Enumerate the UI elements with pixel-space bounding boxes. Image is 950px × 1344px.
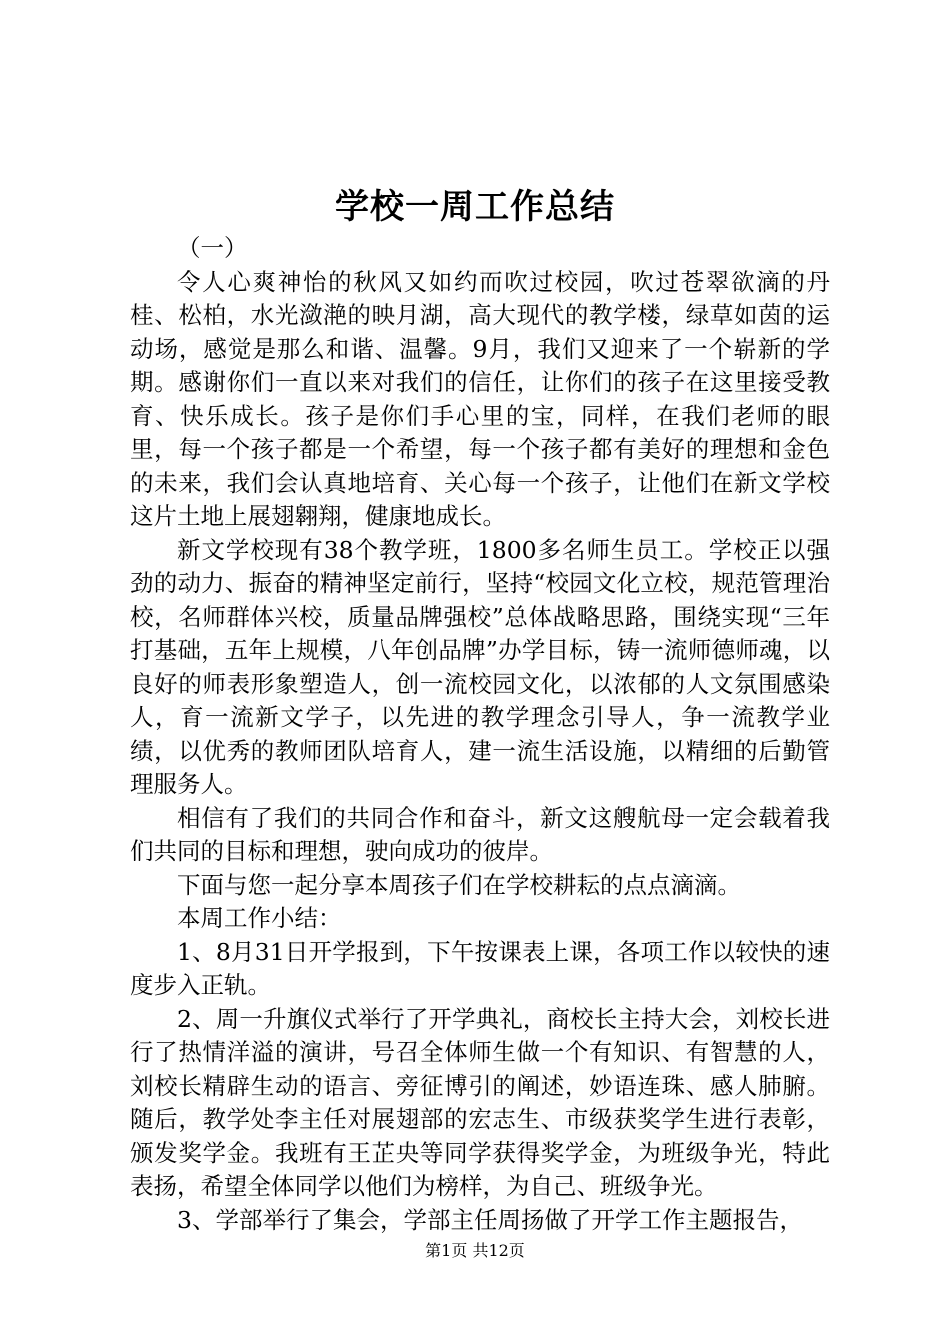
paragraph-item-2: 2、周一升旗仪式举行了开学典礼，商校长主持大会，刘校长进行了热情洋溢的演讲，号召全体师生做一个有知识、有智慧的人，刘校长精辟生动的语言、旁征博引的阐述，妙语连珠、感人肺腑。随后，教学处李主任对展翅部的宏志生、市级获奖学生进行表彰，颁发奖学金。我班有王芷央等同学获得奖学金，为班级争光，特此表扬，希望全体同学以他们为榜样，为自己、班级争光。 — [130, 1004, 830, 1200]
paragraph-intro: 令人心爽神怡的秋风又如约而吹过校园，吹过苍翠欲滴的丹桂、松柏，水光潋滟的映月湖，高大现代的教学楼，绿草如茵的运动场，感觉是那么和谐、温馨。9月，我们又迎来了一个崭新的学期。感谢你们一直以来对我们的信任，让你们的孩子在这里接受教育、快乐成长。孩子是你们手心里的宝，同样，在我们老师的眼里，每一个孩子都是一个希望，每一个孩子都有美好的理想和金色的未来，我们会认真地培育、关心每一个孩子，让他们在新文学校这片土地上展翅翱翔，健康地成长。 — [130, 267, 830, 530]
document-title: 学校一周工作总结 — [335, 187, 615, 227]
section-label: （一） — [177, 234, 248, 262]
paragraph-item-3: 3、学部举行了集会，学部主任周扬做了开学工作主题报告， — [177, 1205, 803, 1234]
paragraph-summary-heading: 本周工作小结： — [177, 904, 342, 932]
paragraph-share: 下面与您一起分享本周孩子们在学校耕耘的点点滴滴。 — [177, 870, 741, 899]
paragraph-school-overview: 新文学校现有38个教学班，1800多名师生员工。学校正以强劲的动力、振奋的精神坚定前行，坚持“校园文化立校，规范管理治校，名师群体兴校，质量品牌强校”总体战略思路，围绕实现“三年打基础，五年上规模，八年创品牌”办学目标，铸一流师德师魂，以良好的师表形象塑造人，创一流校园文化，以浓郁的人文氛围感染人，育一流新文学子，以先进的教学理念引导人，争一流教学业绩，以优秀的教师团队培育人，建一流生活设施，以精细的后勤管理服务人。 — [130, 535, 830, 798]
page-number-footer: 第1页 共12页 — [425, 1241, 525, 1260]
document-body — [130, 232, 830, 1237]
paragraph-item-1: 1、8月31日开学报到，下午按课表上课，各项工作以较快的速度步入正轨。 — [130, 937, 830, 999]
paragraph-cooperation: 相信有了我们的共同合作和奋斗，新文这艘航母一定会载着我们共同的目标和理想，驶向成功的彼岸。 — [130, 803, 830, 865]
